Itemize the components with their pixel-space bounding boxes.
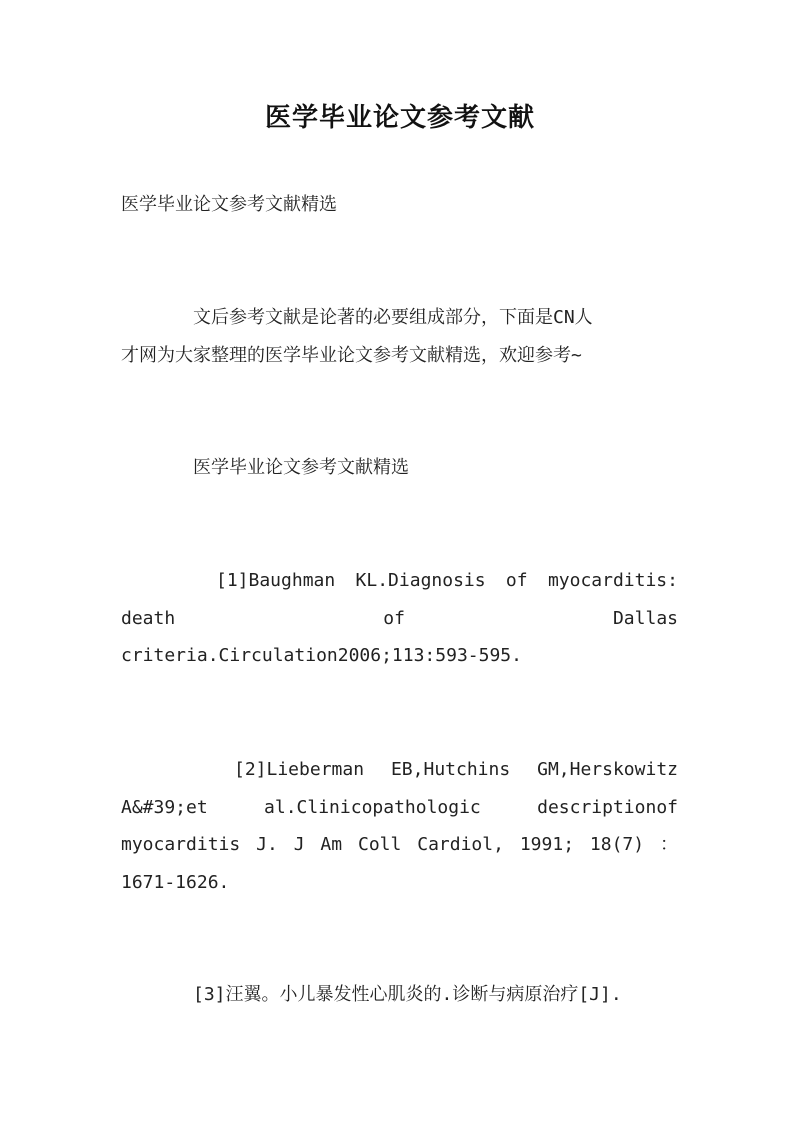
ref2-word: Am <box>320 834 343 855</box>
subtitle-text: 医学毕业论文参考文献精选 <box>121 194 337 215</box>
ref1-word: [1]Baughman <box>216 570 336 591</box>
ref1-word: Dallas <box>612 607 678 629</box>
intro-line-2: 才网为大家整理的医学毕业论文参考文献精选，欢迎参考~ <box>121 344 582 366</box>
reference-2-line-3 <box>121 826 678 864</box>
ref2-word: al.Clinicopathologic <box>264 796 481 818</box>
ref1-word: of <box>505 570 528 591</box>
intro-paragraph <box>121 299 678 374</box>
ref2-word: [2]Lieberman <box>234 759 365 780</box>
reference-2-line-2 <box>121 789 678 827</box>
ref1-word: of <box>383 607 405 629</box>
section-heading <box>121 449 678 487</box>
ref2-word: descriptionof <box>537 796 678 818</box>
ref2-word: J. <box>256 834 278 855</box>
reference-1-line-1 <box>121 562 678 600</box>
reference-2-line-4: 1671-1626. <box>121 871 230 893</box>
reference-item-1 <box>121 562 678 675</box>
reference-item-3 <box>121 976 678 1014</box>
reference-item-2 <box>121 751 678 901</box>
ref2-word: 18(7) <box>589 834 645 855</box>
document-subtitle <box>121 186 678 224</box>
ref1-word: KL.Diagnosis <box>355 570 486 591</box>
reference-3-line-1: [3]汪翼。小儿暴发性心肌炎的.诊断与病原治疗[J]. <box>193 984 622 1005</box>
ref2-word: ： <box>660 834 678 855</box>
ref1-word: death <box>121 607 176 629</box>
ref2-word: A&#39;et <box>121 796 208 818</box>
ref1-word: myocarditis: <box>547 570 678 591</box>
ref2-word: myocarditis <box>121 834 241 855</box>
ref2-word: 1991; <box>519 834 575 855</box>
document-title: 医学毕业论文参考文献 <box>264 103 535 133</box>
intro-line-1: 文后参考文献是论著的必要组成部分，下面是CN人 <box>193 307 593 328</box>
ref2-word: EB,Hutchins <box>390 759 511 780</box>
section-heading-text: 医学毕业论文参考文献精选 <box>193 457 409 478</box>
ref2-word: GM,Herskowitz <box>537 759 678 780</box>
reference-2-line-1 <box>121 751 678 789</box>
reference-1-line-2 <box>121 600 678 638</box>
ref2-word: J <box>293 834 305 855</box>
reference-1-line-3: criteria.Circulation2006;113:593-595. <box>121 645 522 666</box>
ref2-word: Cardiol, <box>417 834 504 855</box>
ref2-word: Coll <box>358 834 402 855</box>
